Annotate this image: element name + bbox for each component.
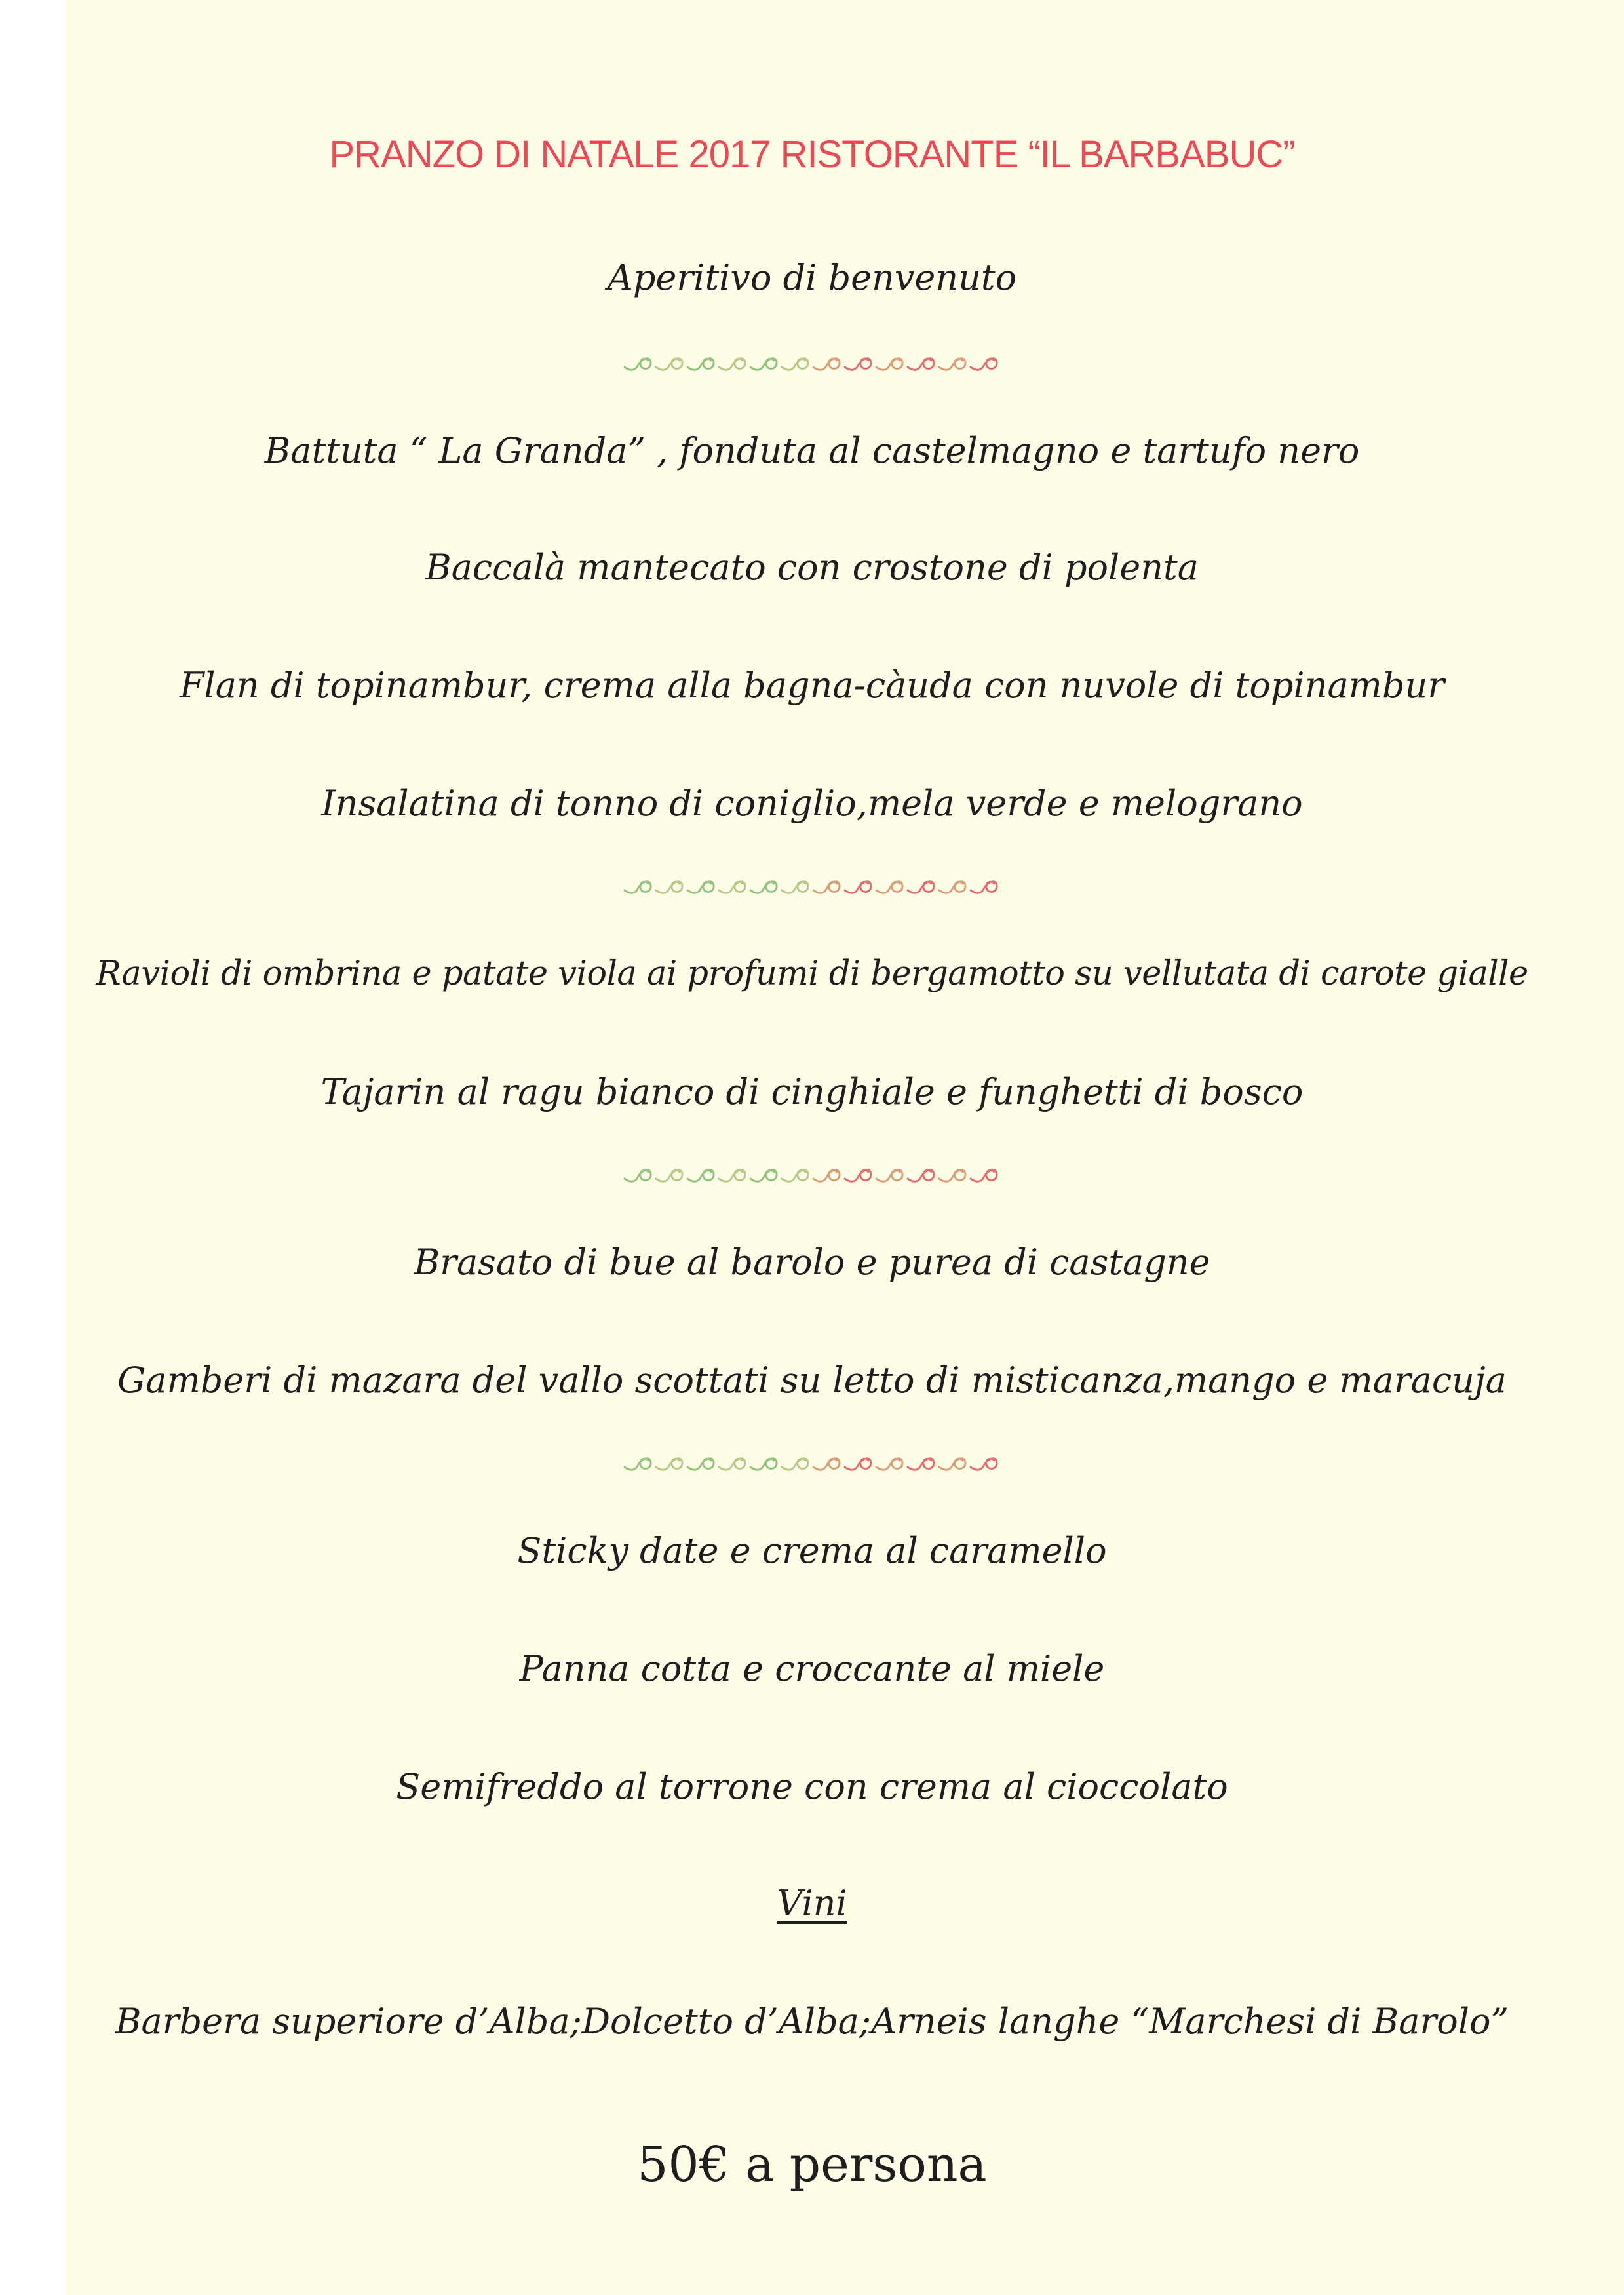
- swirl-curl: [845, 1459, 871, 1470]
- menu-paper: [66, 0, 1624, 2295]
- swirl-curl: [876, 359, 902, 370]
- swirl-curl: [782, 359, 808, 370]
- swirl-curl: [625, 882, 651, 893]
- swirl-curl: [845, 359, 871, 370]
- menu-item-brasato: Brasato di bue al barolo e purea di castagne: [414, 1242, 1210, 1283]
- menu-item-gamberi: Gamberi di mazara del vallo scottati su letto di misticanza,mango e maracuja: [117, 1360, 1507, 1401]
- menu-item-panna-cotta: Panna cotta e croccante al miele: [519, 1648, 1105, 1689]
- menu-item-aperitivo: Aperitivo di benvenuto: [607, 257, 1017, 298]
- menu-item-flan: Flan di topinambur, crema alla bagna-càuda con nuvole di topinambur: [179, 665, 1445, 706]
- menu-title: PRANZO DI NATALE 2017 RISTORANTE “IL BARBABUC”: [329, 133, 1295, 176]
- price: 50€ a persona: [637, 2136, 987, 2193]
- menu-item-insalatina: Insalatina di tonno di coniglio,mela verde e melograno: [321, 783, 1303, 824]
- swirl-curl: [625, 1170, 651, 1182]
- swirl-curl: [971, 359, 997, 370]
- swirl-curl: [687, 1170, 714, 1182]
- menu-item-baccala: Baccalà mantecato con crostone di polenta: [425, 547, 1199, 588]
- swirl-curl: [876, 1170, 902, 1182]
- menu-item-battuta: Battuta “ La Granda” , fonduta al castelmagno e tartufo nero: [264, 430, 1360, 471]
- menu-item-tajarin: Tajarin al ragu bianco di cinghiale e funghetti di bosco: [320, 1071, 1304, 1112]
- swirl-curl: [656, 359, 682, 370]
- swirl-curl: [908, 882, 934, 893]
- swirl-curl: [782, 1170, 808, 1182]
- swirl-curl: [876, 1459, 902, 1470]
- swirl-curl: [750, 359, 777, 370]
- menu-item-semifreddo: Semifreddo al torrone con crema al cioccolato: [396, 1766, 1228, 1807]
- swirl-ornament-icon: [0, 1159, 1624, 1188]
- swirl-curl: [719, 1170, 745, 1182]
- swirl-curl: [687, 1459, 714, 1470]
- vini-list: Barbera superiore d’Alba;Dolcetto d’Alba;Arneis langhe “Marchesi di Barolo”: [115, 2001, 1509, 2042]
- swirl-curl: [939, 359, 965, 370]
- swirl-curl: [782, 1459, 808, 1470]
- menu-item-sticky-date: Sticky date e crema al caramello: [517, 1530, 1107, 1571]
- swirl-curl: [687, 882, 714, 893]
- swirl-curl: [656, 1459, 682, 1470]
- swirl-curl: [719, 1459, 745, 1470]
- swirl-ornament-icon: [0, 1447, 1624, 1476]
- swirl-curl: [656, 882, 682, 893]
- swirl-curl: [782, 882, 808, 893]
- swirl-curl: [813, 882, 840, 893]
- swirl-curl: [939, 882, 965, 893]
- swirl-curl: [908, 359, 934, 370]
- swirl-curl: [876, 882, 902, 893]
- swirl-curl: [625, 1459, 651, 1470]
- swirl-ornament-icon: [0, 347, 1624, 376]
- swirl-curl: [813, 359, 840, 370]
- swirl-curl: [687, 359, 714, 370]
- swirl-curl: [971, 1459, 997, 1470]
- swirl-curl: [813, 1459, 840, 1470]
- swirl-curl: [908, 1459, 934, 1470]
- swirl-curl: [939, 1459, 965, 1470]
- swirl-curl: [656, 1170, 682, 1182]
- swirl-curl: [750, 882, 777, 893]
- swirl-curl: [845, 882, 871, 893]
- swirl-curl: [845, 1170, 871, 1182]
- swirl-curl: [719, 882, 745, 893]
- swirl-curl: [813, 1170, 840, 1182]
- swirl-ornament-icon: [0, 871, 1624, 899]
- swirl-curl: [971, 882, 997, 893]
- vini-heading: Vini: [777, 1883, 847, 1924]
- swirl-curl: [750, 1170, 777, 1182]
- swirl-curl: [625, 359, 651, 370]
- menu-item-ravioli: Ravioli di ombrina e patate viola ai profumi di bergamotto su vellutata di carote gialle: [96, 954, 1528, 993]
- swirl-curl: [908, 1170, 934, 1182]
- swirl-curl: [750, 1459, 777, 1470]
- swirl-curl: [939, 1170, 965, 1182]
- swirl-curl: [971, 1170, 997, 1182]
- swirl-curl: [719, 359, 745, 370]
